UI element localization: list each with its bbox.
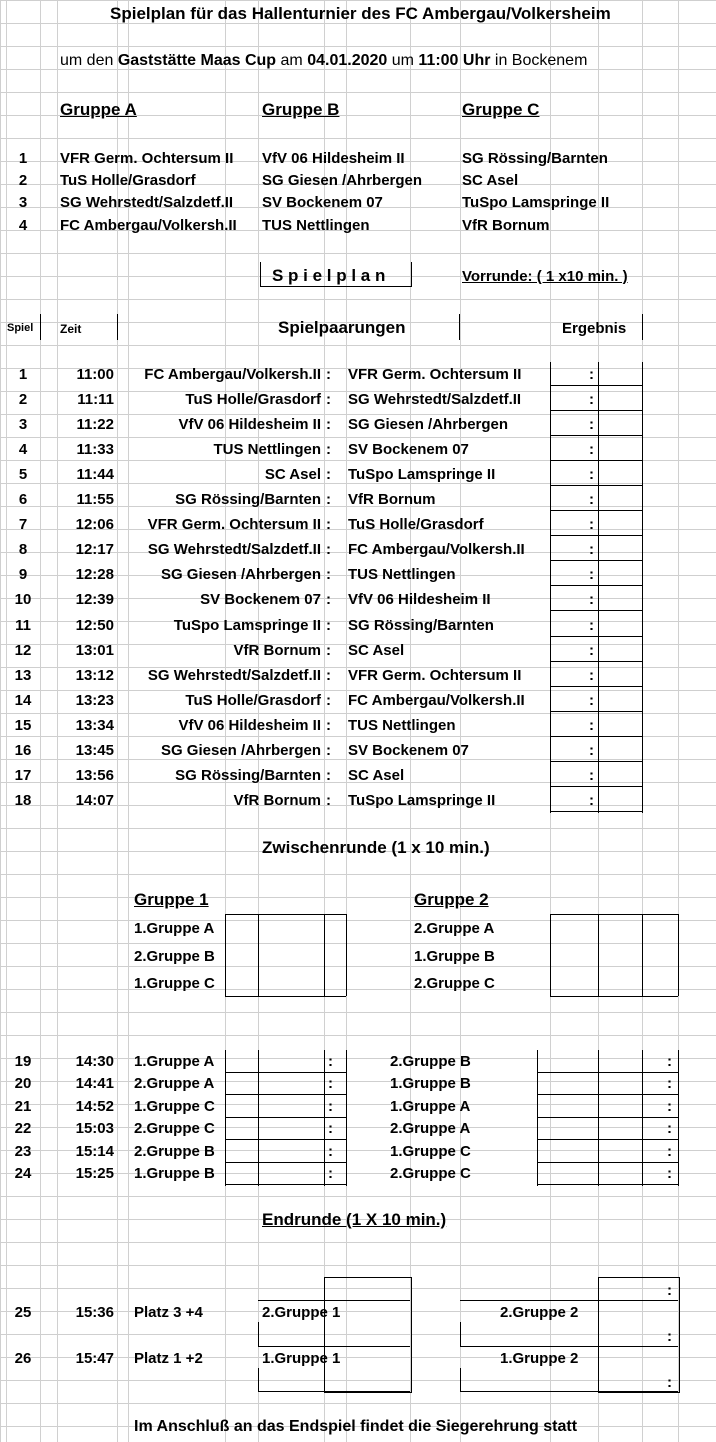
match-home: 2.Gruppe B <box>134 1143 215 1160</box>
group-a-title: Gruppe A <box>60 100 137 119</box>
score-separator: : <box>589 591 594 608</box>
match-home: VfV 06 Hildesheim II <box>178 416 321 433</box>
match-home: 1.Gruppe A <box>134 1053 215 1070</box>
score-separator: : <box>667 1120 672 1137</box>
score-row-border <box>537 1184 678 1185</box>
score-row-border <box>550 636 642 637</box>
score-cell-border <box>642 362 643 813</box>
match-number: 11 <box>15 617 31 634</box>
match-number: 25 <box>14 1304 32 1321</box>
score-separator: : <box>589 742 594 759</box>
col-header-spiel: Spiel <box>7 322 34 334</box>
score-separator: : <box>667 1328 672 1345</box>
col-header-paarungen: Spielpaarungen <box>278 318 406 337</box>
zw-group-1-entry: 1.Gruppe A <box>134 920 215 937</box>
match-home: 2.Gruppe 1 <box>262 1304 341 1321</box>
score-row-border <box>225 1117 346 1118</box>
match-time: 14:41 <box>75 1075 114 1092</box>
match-home: VfR Bornum <box>233 792 321 809</box>
match-number: 23 <box>14 1143 32 1160</box>
pairing-separator: : <box>326 441 331 458</box>
match-away: 2.Gruppe A <box>390 1120 471 1137</box>
group-b-team: TUS Nettlingen <box>262 217 370 234</box>
match-away: TUS Nettlingen <box>348 566 456 583</box>
match-time: 11:22 <box>76 416 114 433</box>
match-away: 2.Gruppe 2 <box>500 1304 579 1321</box>
match-away: VfV 06 Hildesheim II <box>348 591 491 608</box>
pairing-separator: : <box>326 667 331 684</box>
score-row-border <box>550 385 642 386</box>
match-time: 13:12 <box>75 667 114 684</box>
match-time: 11:11 <box>77 391 114 408</box>
pairing-separator: : <box>328 1098 333 1115</box>
match-away: TUS Nettlingen <box>348 717 456 734</box>
match-home: SC Asel <box>264 466 321 483</box>
match-time: 15:36 <box>75 1304 114 1321</box>
match-away: FC Ambergau/Volkersh.II <box>348 541 525 558</box>
zw-group-1-entry: 1.Gruppe C <box>134 975 215 992</box>
subtitle: um den Gaststätte Maas Cup am 04.01.2020 um 11:00 Uhr in Bockenem <box>60 52 588 69</box>
match-time: 11:33 <box>76 441 114 458</box>
pairing-separator: : <box>326 617 331 634</box>
match-away: 1.Gruppe B <box>390 1075 471 1092</box>
score-separator: : <box>589 692 594 709</box>
pairing-separator: : <box>326 391 331 408</box>
score-row-border <box>537 1162 678 1163</box>
pairing-separator: : <box>326 692 331 709</box>
score-row-border <box>550 510 642 511</box>
score-separator: : <box>589 416 594 433</box>
score-row-border <box>225 1162 346 1163</box>
match-home: VfV 06 Hildesheim II <box>178 717 321 734</box>
zw-group-2-entry: 2.Gruppe C <box>414 975 495 992</box>
match-home: SG Rössing/Barnten <box>175 491 321 508</box>
match-home: VFR Germ. Ochtersum II <box>147 516 321 533</box>
score-separator: : <box>589 366 594 383</box>
match-home: 1.Gruppe 1 <box>262 1350 341 1367</box>
match-number: 26 <box>14 1350 32 1367</box>
group-b-team: VfV 06 Hildesheim II <box>262 150 405 167</box>
match-away: 1.Gruppe 2 <box>500 1350 579 1367</box>
pairing-separator: : <box>326 516 331 533</box>
match-home: TUS Nettlingen <box>213 441 321 458</box>
score-row-border <box>550 761 642 762</box>
pairing-separator: : <box>326 566 331 583</box>
group-b-team: SV Bockenem 07 <box>262 194 383 211</box>
pairing-separator: : <box>326 742 331 759</box>
score-row-border <box>537 1072 678 1073</box>
match-away: SC Asel <box>348 767 405 784</box>
match-label: Platz 3 +4 <box>134 1304 203 1321</box>
match-time: 13:01 <box>75 642 114 659</box>
pairing-separator: : <box>326 541 331 558</box>
match-number: 14 <box>14 692 32 709</box>
group-row-num: 3 <box>18 194 28 211</box>
score-row-border <box>225 1072 346 1073</box>
score-row-border <box>550 460 642 461</box>
group-a-team: TuS Holle/Grasdorf <box>60 172 196 189</box>
match-number: 19 <box>14 1053 32 1070</box>
match-home: VfR Bornum <box>233 642 321 659</box>
match-time: 11:44 <box>76 466 114 483</box>
score-row-border <box>550 535 642 536</box>
match-time: 15:03 <box>75 1120 114 1137</box>
score-row-border <box>550 786 642 787</box>
pairing-separator: : <box>328 1120 333 1137</box>
match-label: Platz 1 +2 <box>134 1350 203 1367</box>
match-number: 4 <box>18 441 28 458</box>
zw-group-1-title: Gruppe 1 <box>134 890 209 909</box>
score-row-border <box>537 1094 678 1095</box>
pairing-separator: : <box>328 1165 333 1182</box>
match-number: 22 <box>14 1120 32 1137</box>
group-c-team: VfR Bornum <box>462 217 550 234</box>
score-separator: : <box>667 1075 672 1092</box>
pairing-separator: : <box>326 466 331 483</box>
zw-group-2-title: Gruppe 2 <box>414 890 489 909</box>
match-away: SG Giesen /Ahrbergen <box>348 416 509 433</box>
match-away: SG Wehrstedt/Salzdetf.II <box>348 391 522 408</box>
pairing-separator: : <box>328 1075 333 1092</box>
match-time: 15:25 <box>75 1165 114 1182</box>
match-time: 14:30 <box>75 1053 114 1070</box>
score-separator: : <box>589 566 594 583</box>
match-away: SV Bockenem 07 <box>348 441 469 458</box>
score-separator: : <box>667 1282 672 1299</box>
pairing-separator: : <box>326 416 331 433</box>
match-number: 16 <box>14 742 32 759</box>
match-home: SG Rössing/Barnten <box>175 767 321 784</box>
score-row-border <box>550 661 642 662</box>
match-home: SG Giesen /Ahrbergen <box>160 566 321 583</box>
match-away: VFR Germ. Ochtersum II <box>348 366 522 383</box>
pairing-separator: : <box>326 792 331 809</box>
zw-group-2-entry: 1.Gruppe B <box>414 948 495 965</box>
score-row-border <box>225 1094 346 1095</box>
score-row-border <box>225 1139 346 1140</box>
score-row-border <box>550 711 642 712</box>
group-a-team: VFR Germ. Ochtersum II <box>60 150 234 167</box>
match-away: FC Ambergau/Volkersh.II <box>348 692 525 709</box>
score-separator: : <box>589 541 594 558</box>
group-c-title: Gruppe C <box>462 100 540 119</box>
match-time: 12:06 <box>75 516 114 533</box>
group-c-team: TuSpo Lamspringe II <box>462 194 610 211</box>
score-separator: : <box>667 1098 672 1115</box>
col-header-zeit: Zeit <box>60 322 82 336</box>
score-separator: : <box>589 667 594 684</box>
match-home: TuSpo Lamspringe II <box>173 617 321 634</box>
match-home: FC Ambergau/Volkersh.II <box>144 366 321 383</box>
score-row-border <box>225 1184 346 1185</box>
match-number: 2 <box>18 391 28 408</box>
score-row-border <box>550 410 642 411</box>
match-number: 20 <box>14 1075 32 1092</box>
match-time: 13:23 <box>75 692 114 709</box>
match-time: 14:52 <box>75 1098 114 1115</box>
match-number: 21 <box>14 1098 32 1115</box>
match-home: SG Wehrstedt/Salzdetf.II <box>147 541 321 558</box>
pairing-separator: : <box>328 1053 333 1070</box>
match-home: TuS Holle/Grasdorf <box>185 692 321 709</box>
match-away: TuSpo Lamspringe II <box>348 792 496 809</box>
pairing-separator: : <box>328 1143 333 1160</box>
match-number: 5 <box>18 466 28 483</box>
page-title: Spielplan für das Hallenturnier des FC Ambergau/Volkersheim <box>110 4 611 23</box>
score-separator: : <box>589 642 594 659</box>
match-home: 2.Gruppe A <box>134 1075 215 1092</box>
score-row-border <box>537 1139 678 1140</box>
group-a-team: FC Ambergau/Volkersh.II <box>60 217 237 234</box>
match-away: VfR Bornum <box>348 491 436 508</box>
match-time: 11:00 <box>76 366 114 383</box>
group-a-team: SG Wehrstedt/Salzdetf.II <box>60 194 234 211</box>
match-time: 13:34 <box>75 717 114 734</box>
match-home: 1.Gruppe B <box>134 1165 215 1182</box>
score-separator: : <box>589 792 594 809</box>
match-away: SC Asel <box>348 642 405 659</box>
match-time: 12:39 <box>75 591 114 608</box>
match-time: 15:47 <box>75 1350 114 1367</box>
pairing-separator: : <box>326 491 331 508</box>
score-row-border <box>550 610 642 611</box>
match-number: 15 <box>14 717 32 734</box>
match-time: 15:14 <box>75 1143 114 1160</box>
score-cell-border <box>598 362 599 813</box>
score-separator: : <box>589 441 594 458</box>
match-away: VFR Germ. Ochtersum II <box>348 667 522 684</box>
zwischenrunde-title: Zwischenrunde (1 x 10 min.) <box>262 838 490 857</box>
match-away: 1.Gruppe A <box>390 1098 471 1115</box>
score-separator: : <box>667 1143 672 1160</box>
match-home: 2.Gruppe C <box>134 1120 215 1137</box>
match-home: 1.Gruppe C <box>134 1098 215 1115</box>
match-time: 12:50 <box>75 617 114 634</box>
pairing-separator: : <box>326 366 331 383</box>
endrunde-title: Endrunde (1 X 10 min.) <box>262 1210 447 1229</box>
vorrunde-label: Vorrunde: ( 1 x10 min. ) <box>462 268 628 285</box>
zw-group-2-entry: 2.Gruppe A <box>414 920 495 937</box>
match-away: SG Rössing/Barnten <box>348 617 494 634</box>
match-time: 13:56 <box>75 767 114 784</box>
match-home: SG Wehrstedt/Salzdetf.II <box>147 667 321 684</box>
score-separator: : <box>589 767 594 784</box>
match-number: 3 <box>18 416 28 433</box>
score-row-border <box>550 585 642 586</box>
footer-note: Im Anschluß an das Endspiel findet die Siegerehrung statt <box>134 1418 578 1435</box>
group-row-num: 2 <box>18 172 28 189</box>
score-row-border <box>550 485 642 486</box>
score-separator: : <box>589 717 594 734</box>
match-number: 24 <box>14 1165 32 1182</box>
match-number: 10 <box>14 591 32 608</box>
score-separator: : <box>667 1053 672 1070</box>
match-time: 11:55 <box>76 491 114 508</box>
group-c-team: SC Asel <box>462 172 519 189</box>
match-away: 2.Gruppe C <box>390 1165 471 1182</box>
score-cell-border <box>550 362 551 813</box>
match-time: 13:45 <box>75 742 114 759</box>
match-time: 12:28 <box>75 566 114 583</box>
match-number: 18 <box>14 792 32 809</box>
score-row-border <box>537 1117 678 1118</box>
col-header-ergebnis: Ergebnis <box>562 320 627 337</box>
score-row-border <box>550 435 642 436</box>
group-c-team: SG Rössing/Barnten <box>462 150 608 167</box>
score-row-border <box>550 811 642 812</box>
score-separator: : <box>667 1374 672 1391</box>
spielplan-title: S p i e l p l a n <box>272 266 386 285</box>
match-home: SV Bockenem 07 <box>200 591 321 608</box>
score-row-border <box>550 736 642 737</box>
match-number: 12 <box>14 642 32 659</box>
match-away: 2.Gruppe B <box>390 1053 471 1070</box>
match-number: 6 <box>18 491 28 508</box>
pairing-separator: : <box>326 591 331 608</box>
match-number: 9 <box>18 566 28 583</box>
match-away: TuS Holle/Grasdorf <box>348 516 484 533</box>
match-number: 13 <box>14 667 32 684</box>
score-separator: : <box>589 466 594 483</box>
match-away: 1.Gruppe C <box>390 1143 471 1160</box>
group-b-team: SG Giesen /Ahrbergen <box>262 172 423 189</box>
score-separator: : <box>667 1165 672 1182</box>
score-separator: : <box>589 617 594 634</box>
match-number: 17 <box>14 767 32 784</box>
zw-group-1-entry: 2.Gruppe B <box>134 948 215 965</box>
endrunde-score-box <box>324 1277 412 1393</box>
score-row-border <box>550 560 642 561</box>
match-home: TuS Holle/Grasdorf <box>185 391 321 408</box>
group-b-title: Gruppe B <box>262 100 340 119</box>
match-number: 7 <box>18 516 28 533</box>
score-separator: : <box>589 516 594 533</box>
score-separator: : <box>589 391 594 408</box>
score-separator: : <box>589 491 594 508</box>
pairing-separator: : <box>326 642 331 659</box>
group-row-num: 4 <box>18 217 28 234</box>
group-row-num: 1 <box>18 150 28 167</box>
match-away: SV Bockenem 07 <box>348 742 469 759</box>
score-row-border <box>550 686 642 687</box>
pairing-separator: : <box>326 767 331 784</box>
match-home: SG Giesen /Ahrbergen <box>160 742 321 759</box>
match-time: 12:17 <box>75 541 114 558</box>
pairing-separator: : <box>326 717 331 734</box>
match-time: 14:07 <box>75 792 114 809</box>
match-number: 8 <box>18 541 28 558</box>
match-away: TuSpo Lamspringe II <box>348 466 496 483</box>
match-number: 1 <box>18 366 28 383</box>
